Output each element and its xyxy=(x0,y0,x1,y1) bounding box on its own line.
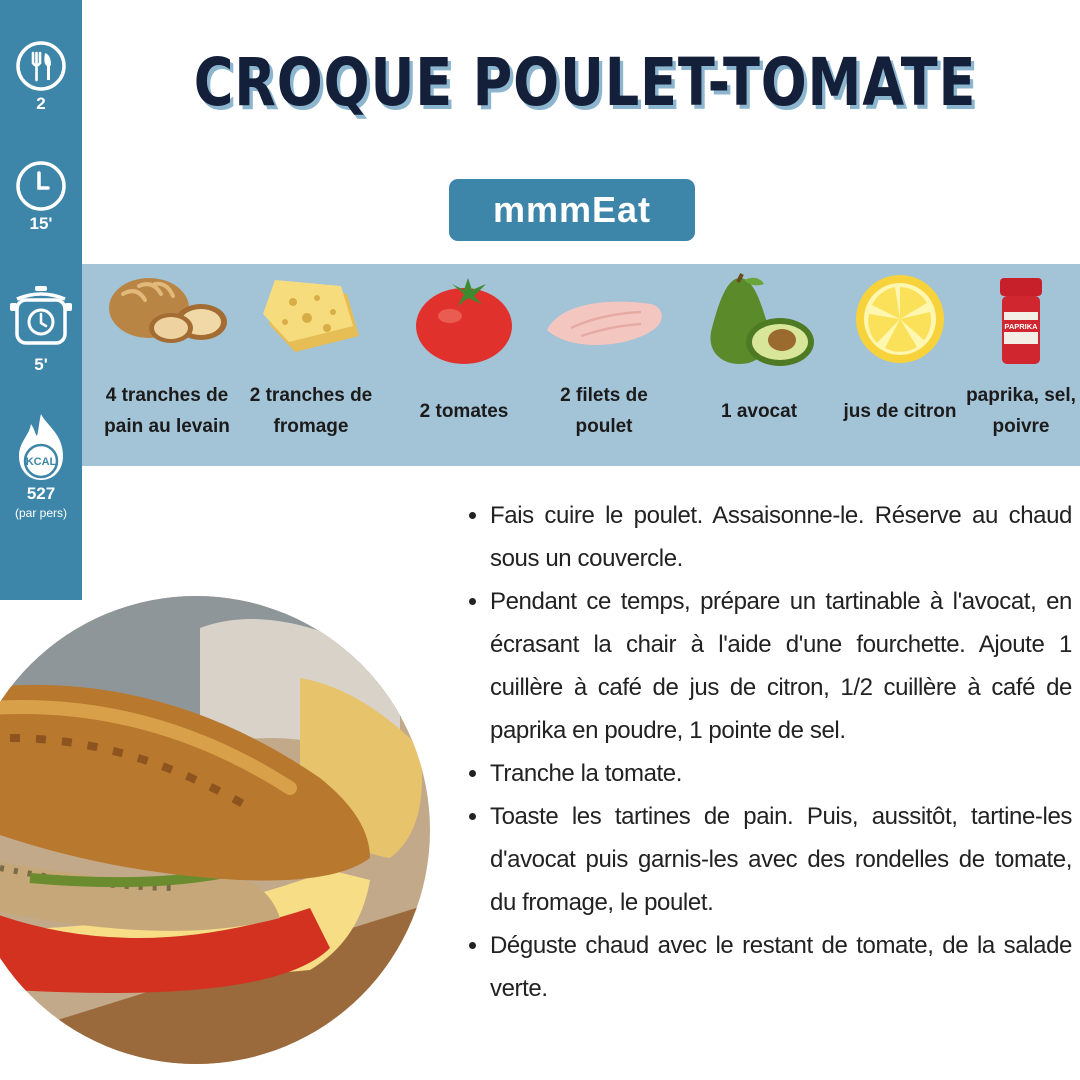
instruction-step: • Pendant ce temps, prépare un tartinable à l'avocat, en écrasant la chair à l'aide d'une fourchette. Ajoute 1 cuillère à café de jus de citron, 1/2 cuillère à café de paprika en poudre, 1 pointe de sel. xyxy=(490,580,1072,752)
ingredient-lemon xyxy=(840,264,960,466)
ingredient-seasoning xyxy=(962,264,1080,466)
ingredient-label: 2 filets de poulet xyxy=(560,385,648,437)
ingredient-label: paprika, sel, poivre xyxy=(966,385,1076,437)
prep-time-value: 15' xyxy=(29,214,53,233)
clock-icon xyxy=(15,160,67,212)
instruction-step: • Fais cuire le poulet. Assaisonne-le. Réserve au chaud sous un couvercle. xyxy=(490,494,1072,580)
kcal-value: 527 xyxy=(26,484,56,503)
ingredient-label: jus de citron xyxy=(843,400,957,422)
instruction-step: • Toaste les tartines de pain. Puis, aussitôt, tartine-les d'avocat puis garnis-les avec des rondelles de tomate, du fromage, le poulet. xyxy=(490,795,1072,924)
recipe-title: CROQUE POULET-TOMATE xyxy=(193,44,977,121)
ingredient-cheese xyxy=(244,264,378,466)
cheese-icon xyxy=(255,272,367,358)
ingredients-band xyxy=(82,264,1080,466)
chicken-fillet-icon xyxy=(541,272,667,358)
ingredient-avocado xyxy=(696,264,822,466)
ingredient-tomato xyxy=(396,264,532,466)
instruction-step: • Déguste chaud avec le restant de tomate, de la salade verte. xyxy=(490,924,1072,1010)
instruction-step: • Tranche la tomate. xyxy=(490,752,1072,795)
ingredient-label: 4 tranches de pain au levain xyxy=(104,385,230,437)
instructions-list xyxy=(462,494,1072,1010)
lemon-icon xyxy=(853,272,947,366)
prep-time-block xyxy=(0,160,82,234)
cook-time-value: 5' xyxy=(34,355,48,374)
flame-icon xyxy=(11,412,71,484)
calories-block xyxy=(0,412,82,520)
info-sidebar xyxy=(0,0,82,600)
ingredient-label: 2 tranches de fromage xyxy=(249,385,373,437)
kcal-note: (par pers) xyxy=(14,506,67,520)
sandwich-photo xyxy=(0,568,512,1080)
brand-logo: mmmEat xyxy=(449,179,695,241)
kcal-badge-text: KCAL xyxy=(25,456,57,468)
bread-icon xyxy=(105,272,229,346)
paprika-jar-icon xyxy=(996,272,1046,372)
servings-block xyxy=(0,40,82,114)
avocado-icon xyxy=(702,272,816,376)
cook-time-block xyxy=(0,283,82,375)
servings-value: 2 xyxy=(36,94,46,113)
paprika-jar-label: PAPRIKA xyxy=(1004,322,1038,331)
cooking-pot-icon xyxy=(8,283,74,349)
tomato-icon xyxy=(412,272,516,366)
ingredient-bread xyxy=(102,264,232,466)
ingredient-label: 2 tomates xyxy=(419,400,509,422)
ingredient-label: 1 avocat xyxy=(720,400,798,422)
cutlery-icon xyxy=(15,40,67,92)
ingredient-chicken xyxy=(540,264,668,466)
